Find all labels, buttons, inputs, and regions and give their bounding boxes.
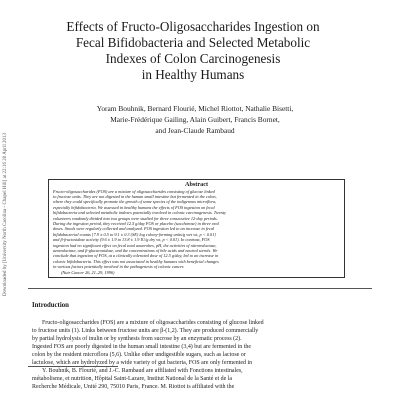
paper-title xyxy=(48,19,338,83)
abstract-line: bifidobacterial counts [7.9 ± 0.5 to 9.1 ± 0.3 (SE) log colony-forming units/g wet wt, p < 0.01] xyxy=(53,231,216,237)
footnote-line: Recherche Médicale, Unité 290, 75010 Paris, France. M. Riottot is affiliated with the xyxy=(32,383,235,390)
intro-line: lactulose, which are hydrolyzed by a wide variety of gut bacteria, FOS are only fermented in xyxy=(32,359,253,366)
footnote-line: Y. Bouhnik, B. Flourié, and J.-C. Rambaud are affiliated with Fonctions intestinales, xyxy=(42,368,243,374)
abstract-heading: Abstract xyxy=(184,181,209,188)
intro-line: by partial hydrolysis of inulin or by synthesis from sucrose by an enzymatic process (2). xyxy=(32,335,242,342)
intro-line: to fructose units (1). Links between fructose units are β-(1,2). They are produced commercially xyxy=(32,327,259,334)
intro-line: Fructo-oligosaccharides (FOS) are a mixture of oligosaccharides consisting of glucose linked xyxy=(42,320,264,326)
download-sidebar-note xyxy=(0,132,12,297)
abstract-citation: (Nutr Cancer 26, 21–29, 1996) xyxy=(61,269,115,275)
author-line: and Jean-Claude Rambaud xyxy=(155,125,235,135)
abstract-line: to fructose units. They are not digested in the human small intestine but fermented in the colon, xyxy=(53,193,217,199)
abstract-line: colonic bifidobacteria. This effect was not associated in healthy humans with beneficial changes xyxy=(53,258,219,264)
abstract-line: where they could specifically promote the growth of some species of the indigenous microflora, xyxy=(53,199,217,205)
introduction-text xyxy=(32,320,367,367)
affiliation-footnote xyxy=(32,368,367,392)
author-line: Marie-Frédérique Gailing, Alain Guibert, Francis Bornet, xyxy=(110,114,280,124)
introduction-heading: Introduction xyxy=(32,302,69,309)
intro-line: Ingested FOS are poorly digested in the human small intestine (3,4) but are fermented in the xyxy=(32,343,251,350)
author-list xyxy=(50,104,340,136)
abstract-box xyxy=(48,179,345,278)
abstract-line: bifidobacteria and selected metabolic indexes potentially involved in colonic carcinogenesis. Twenty xyxy=(53,210,226,216)
abstract-line: ingestion had no significant effect on fecal total anaerobes, pH, the activities of nitroreductase, xyxy=(53,242,217,248)
abstract-text xyxy=(53,189,340,270)
abstract-line: conclude that ingestion of FOS, at a clinically tolerated dose of 12.5 g/day, led to an increase in xyxy=(53,253,219,259)
footnote-line: métabolisme, et nutrition, Hôpital Saint-Lazare, Institut National de la Santé et de la xyxy=(32,375,233,382)
title-line: in Healthy Humans xyxy=(141,67,245,82)
author-line: Yoram Bouhnik, Bernard Flourié, Michel Riottot, Nathalie Bisetti, xyxy=(96,104,294,113)
intro-line: colon by the resident microflora (5,6). Unlike other undigestible sugars, such as lactose or xyxy=(32,351,246,358)
abstract-line: especially bifidobacteria. We assessed in healthy humans the effects of FOS ingestion on fecal xyxy=(53,204,215,210)
abstract-line: doses. Stools were regularly collected and analyzed. FOS ingestion led to an increase in fecal xyxy=(53,226,215,232)
abstract-line: Fructo-oligosaccharides (FOS) are a mixture of oligosaccharides consisting of glucose linked xyxy=(53,188,215,194)
abstract-line: azoreductase, and β-glucuronidase, and the concentrations of bile acids and neutral sterols. We xyxy=(53,247,218,253)
abstract-line: During the ingestion period, they received 12.5 g/day FOS or placebo (saccharose) in three oral xyxy=(53,220,219,226)
abstract-line: volunteers randomly divided into two groups were studied for three consecutive 12-day periods. xyxy=(53,215,218,221)
download-watermark-text: Downloaded by [University North Carolina - Chapel Hill] at 22:16 20 April 2013 xyxy=(3,132,9,297)
abstract-line: in various factors potentially involved in the pathogenesis of colonic cancer. xyxy=(53,264,185,270)
title-line: Fecal Bifidobacteria and Selected Metabolic xyxy=(75,35,311,50)
footnote-divider xyxy=(28,366,118,367)
title-line: Effects of Fructo-Oligosaccharides Ingestion on xyxy=(66,19,320,34)
section-divider xyxy=(28,288,372,289)
title-line: Indexes of Colon Carcinogenesis xyxy=(105,51,281,66)
abstract-line: and β-fructosidase activity (9.6 ± 1.9 to 13.8 ± 1.9 IU/g dry wt, p < 0.01). In contrast, FOS xyxy=(53,237,210,243)
